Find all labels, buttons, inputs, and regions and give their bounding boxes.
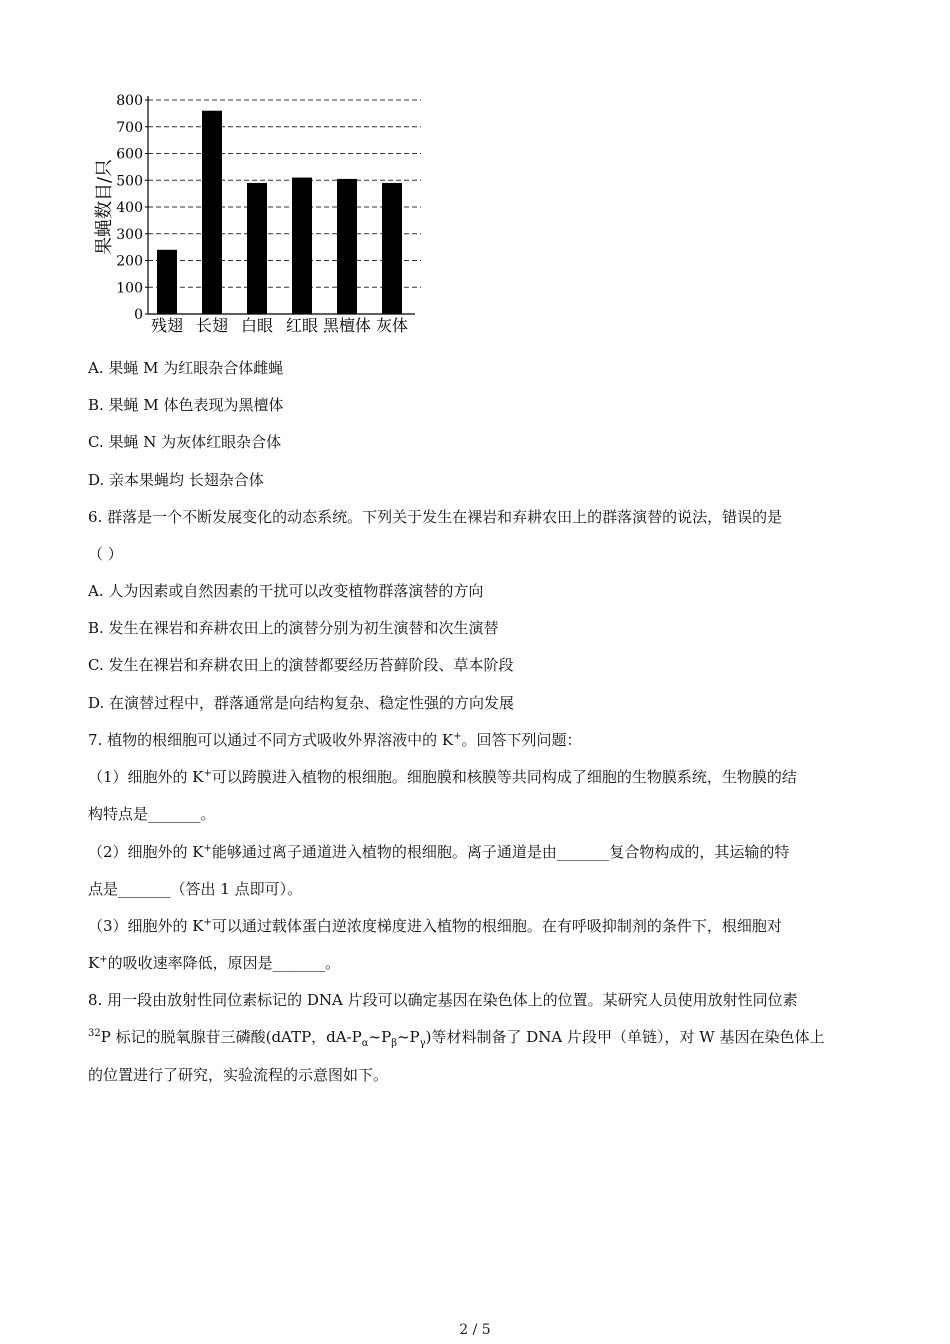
bar [157,250,177,314]
y-tick-label: 100 [116,280,143,297]
q7-p1-tail: 可以跨膜进入植物的根细胞。细胞膜和核膜等共同构成了细胞的生物膜系统，生物膜的结 [211,768,797,786]
bar-chart [88,86,433,341]
bar [292,178,312,314]
y-tick-label: 200 [116,253,143,270]
q8-line2 [88,1027,824,1047]
y-tick-label: 500 [116,173,143,190]
q7-stem [88,730,581,750]
bar [337,179,357,314]
q7-p1-sup: + [203,768,212,779]
q8-l2-b: ~P [368,1028,392,1046]
q6-option-a: A. 人为因素或自然因素的干扰可以改变植物群落演替的方向 [88,582,484,600]
q8-l2-a: P 标记的脱氧腺苷三磷酸(dATP，dA-P [100,1028,362,1046]
q8-l2-d: )等材料制备了 DNA 片段甲（单链），对 W 基因在染色体上 [425,1028,825,1046]
q7-p3-sup: + [203,917,212,928]
q6-stem-line2: （ ） [88,545,123,563]
bar [382,183,402,314]
q7-p3-end: 的吸收速率降低，原因是_______。 [107,954,341,972]
bar [247,183,267,314]
q8-line1: 8. 用一段由放射性同位素标记的 DNA 片段可以确定基因在染色体上的位置。某研究人员使用放射性同位素 [88,991,798,1009]
q5-option-a: A. 果蝇 M 为红眼杂合体雌蝇 [88,359,284,377]
q7-stem-text: 7. 植物的根细胞可以通过不同方式吸收外界溶液中的 K [88,731,454,749]
x-tick-label: 白眼 [240,316,274,335]
q7-p3-tail: 可以通过载体蛋白逆浓度梯度进入植物的根细胞。在有呼吸抑制剂的条件下，根细胞对 [211,917,782,935]
x-tick-label: 残翅 [150,316,184,335]
page-number: 2 / 5 [459,1322,491,1338]
y-tick-label: 700 [116,119,143,136]
q6-option-d: D. 在演替过程中，群落通常是向结构复杂、稳定性强的方向发展 [88,694,515,712]
y-axis-label: 果蝇数目/只 [94,158,115,256]
q8-sub-beta: β [391,1038,397,1049]
y-tick-label: 600 [116,146,143,163]
q8-line3: 的位置进行了研究，实验流程的示意图如下。 [88,1066,389,1084]
q7-part2-line2: 点是_______（答出 1 点即可）。 [88,880,303,898]
x-tick-label: 红眼 [285,316,319,335]
q7-part3-line1 [88,916,782,936]
q6-option-c: C. 发生在裸岩和弃耕农田上的演替都要经历苔藓阶段、草本阶段 [88,656,514,674]
bar [202,111,222,314]
q7-stem-tail: 。回答下列问题： [461,731,582,749]
q5-option-c: C. 果蝇 N 为灰体红眼杂合体 [88,433,282,451]
q7-p3-text: （3）细胞外的 K [88,917,204,935]
q7-stem-sup: + [453,731,462,742]
q8-sub-gamma: γ [419,1038,426,1049]
y-tick-label: 300 [116,226,143,243]
q8-sub-alpha: α [361,1038,369,1049]
q6-option-b: B. 发生在裸岩和弃耕农田上的演替分别为初生演替和次生演替 [88,619,499,637]
q7-part2-line1 [88,842,789,862]
x-tick-label: 黑檀体 [322,316,372,335]
q7-p2-tail: 能够通过离子通道进入植物的根细胞。离子通道是由_______复合物构成的，其运输的特 [211,843,790,861]
x-tick-label: 长翅 [195,316,229,335]
y-tick-label: 400 [116,200,143,216]
y-tick-label: 800 [116,93,143,109]
q7-part1-line2: 构特点是_______。 [88,805,216,823]
q8-l2-c: ~P [396,1028,420,1046]
q7-p1-text: （1）细胞外的 K [88,768,204,786]
q7-p3-k: K [88,954,100,972]
q7-part3-line2 [88,953,340,973]
q6-stem-line1: 6. 群落是一个不断发展变化的动态系统。下列关于发生在裸岩和弃耕农田上的群落演替的说法，错误的是 [88,508,783,526]
q8-isotope-sup: 32 [88,1028,101,1039]
q5-option-d: D. 亲本果蝇均 长翅杂合体 [88,471,264,489]
y-tick-label: 0 [134,307,143,323]
x-tick-label: 灰体 [375,316,409,335]
q7-p2-sup: + [203,843,212,854]
q5-option-b: B. 果蝇 M 体色表现为黑檀体 [88,396,284,414]
q7-p2-text: （2）细胞外的 K [88,843,204,861]
q7-p3-k-sup: + [99,954,108,965]
q7-part1-line1 [88,767,797,787]
